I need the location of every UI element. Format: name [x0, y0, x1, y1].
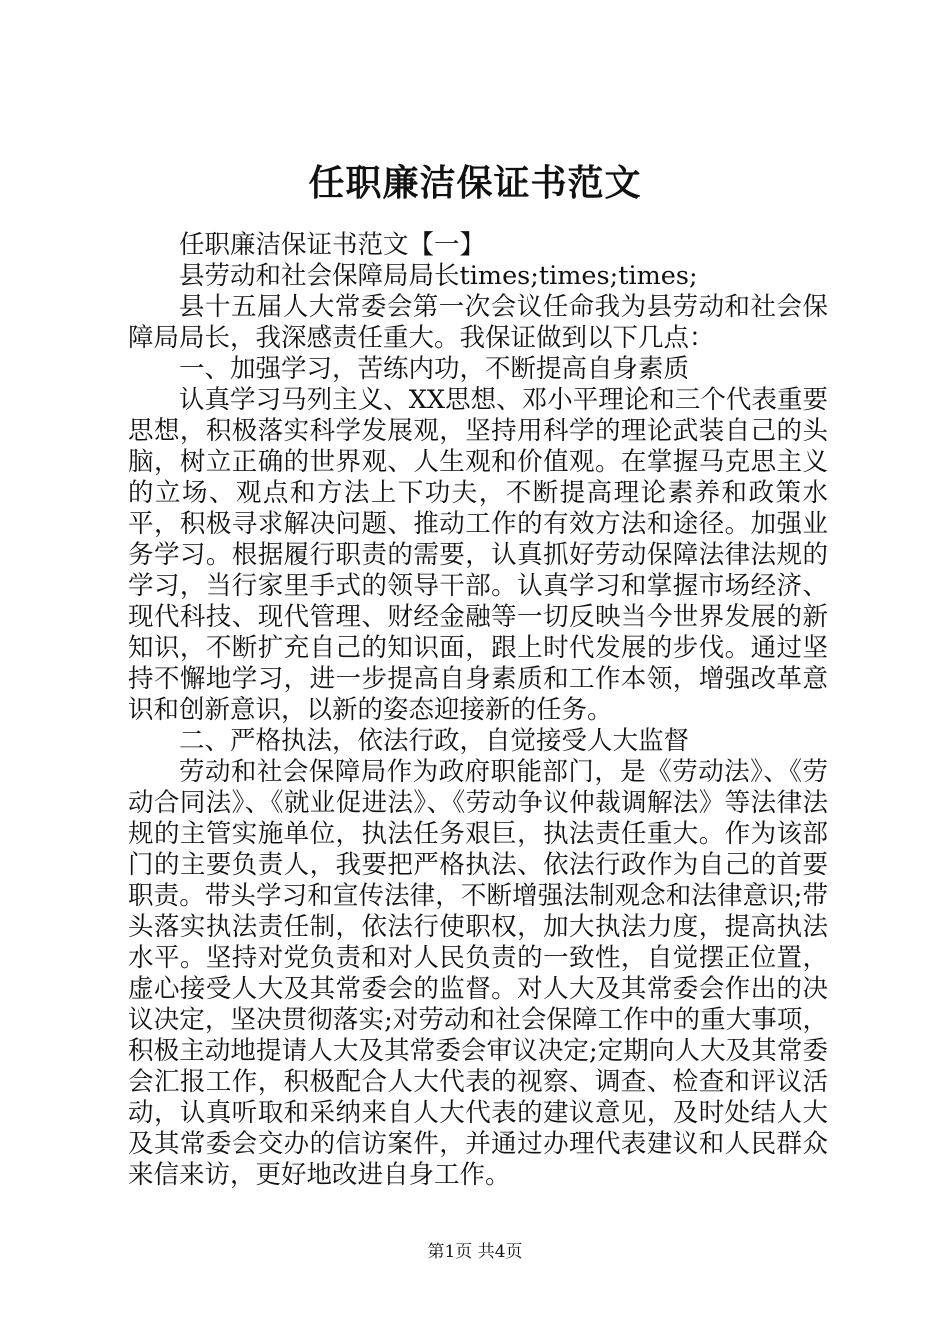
- document-title: 任职廉洁保证书范文: [308, 162, 642, 204]
- paragraph-intro: 县十五届人大常委会第一次会议任命我为县劳动和社会保障局局长，我深感责任重大。我保证做到以下几点：: [128, 292, 828, 353]
- paragraph-addressee: 县劳动和社会保障局局长times;times;times;: [179, 261, 698, 291]
- paragraph-body-1: 认真学习马列主义、XX思想、邓小平理论和三个代表重要思想，积极落实科学发展观，坚持用科学的理论武装自己的头脑，树立正确的世界观、人生观和价值观。在掌握马克思主义的立场、观点和方法上下功夫，不断提高理论素养和政策水平，积极寻求解决问题、推动工作的有效方法和途径。加强业务学习。根据履行职责的需要，认真抓好劳动保障法律法规的学习，当行家里手式的领导干部。认真学习和掌握市场经济、现代科技、现代管理、财经金融等一切反映当今世界发展的新知识，不断扩充自己的知识面，跟上时代发展的步伐。通过坚持不懈地学习，进一步提高自身素质和工作本领，增强改革意识和创新意识，以新的姿态迎接新的任务。: [128, 385, 828, 725]
- paragraph-heading-2: 二、严格执法，依法行政，自觉接受人大监督: [179, 726, 690, 756]
- paragraph-body-2: 劳动和社会保障局作为政府职能部门，是《劳动法》、《劳动合同法》、《就业促进法》、《劳动争议仲裁调解法》等法律法规的主管实施单位，执法任务艰巨，执法责任重大。作为该部门的主要负责人，我要把严格执法、依法行政作为自己的首要职责。带头学习和宣传法律，不断增强法制观念和法律意识;带头落实执法责任制，依法行使职权，加大执法力度，提高执法水平。坚持对党负责和对人民负责的一致性，自觉摆正位置，虚心接受人大及其常委会的监督。对人大及其常委会作出的决议决定，坚决贯彻落实;对劳动和社会保障工作中的重大事项，积极主动地提请人大及其常委会审议决定;定期向人大及其常委会汇报工作，积极配合人大代表的视察、调查、检查和评议活动，认真听取和采纳来自人大代表的建议意见，及时处结人大及其常委会交办的信访案件，并通过办理代表建议和人民群众来信来访，更好地改进自身工作。: [128, 757, 828, 1190]
- page-footer: 第1页 共4页: [427, 1242, 523, 1262]
- paragraph-section-heading: 任职廉洁保证书范文【一】: [179, 230, 486, 260]
- document-body: [128, 230, 828, 1191]
- paragraph-heading-1: 一、加强学习，苦练内功，不断提高自身素质: [179, 354, 690, 384]
